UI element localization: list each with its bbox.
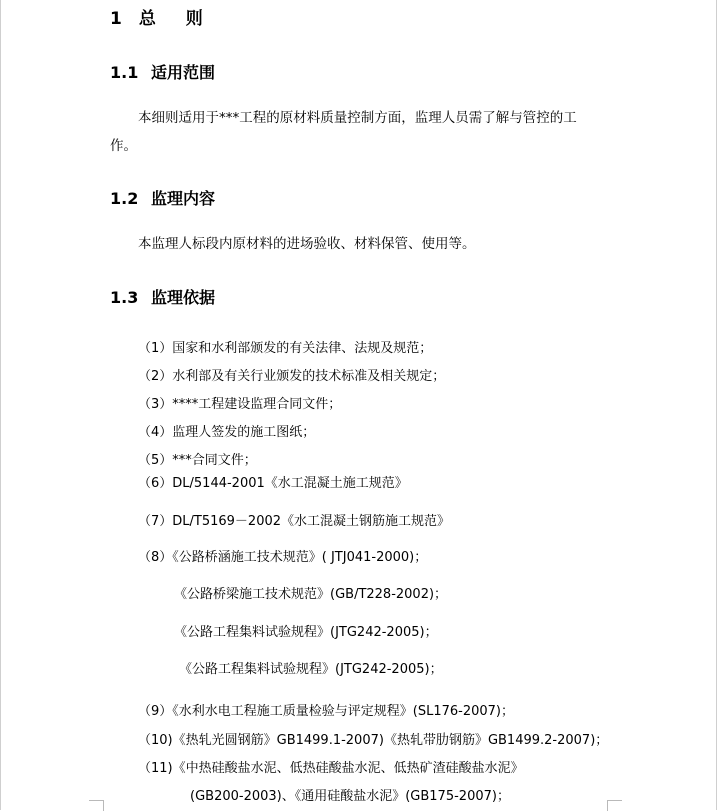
basis-item-4: （4）监理人签发的施工图纸； — [138, 425, 316, 440]
crop-mark-bottom-left — [89, 800, 104, 811]
crop-mark-bottom-right — [607, 800, 622, 811]
chapter-title: 总 则 — [138, 9, 215, 29]
basis-item-8: （8）《公路桥涵施工技术规范》( JTJ041-2000)； — [138, 550, 428, 565]
basis-item-8-sub-3: 《公路工程集料试验规程》(JTG242-2005)； — [179, 662, 443, 677]
basis-item-11-continued: (GB200-2003)、《通用硅酸盐水泥》(GB175-2007)； — [190, 789, 510, 804]
basis-item-7: （7）DL/T5169－2002《水工混凝土钢筋施工规范》 — [138, 514, 451, 529]
section-number: 1.3 — [110, 288, 139, 307]
section-number: 1.1 — [110, 63, 139, 82]
basis-item-9: （9）《水利水电工程施工质量检验与评定规程》(SL176-2007)； — [138, 704, 514, 719]
section-heading-1-1 — [110, 60, 215, 83]
section-heading-1-2 — [110, 186, 215, 209]
chapter-heading — [110, 4, 215, 29]
section-1-2-paragraph: 本监理人标段内原材料的进场验收、材料保管、使用等。 — [138, 236, 476, 252]
section-1-1-paragraph-line-2: 作。 — [110, 138, 137, 154]
section-title: 监理内容 — [151, 189, 216, 208]
chapter-number: 1 — [110, 9, 123, 29]
basis-item-8-sub-1: 《公路桥梁施工技术规范》(GB/T228-2002)； — [174, 587, 448, 602]
section-1-1-paragraph-line-1: 本细则适用于***工程的原材料质量控制方面，监理人员需了解与管控的工 — [138, 110, 577, 126]
section-heading-1-3 — [110, 285, 215, 308]
basis-item-11: （11)《中热硅酸盐水泥、低热硅酸盐水泥、低热矿渣硅酸盐水泥》 — [138, 761, 524, 776]
basis-item-1: （1）国家和水利部颁发的有关法律、法规及规范； — [138, 341, 433, 356]
section-title: 适用范围 — [151, 63, 216, 82]
basis-item-5: （5）***合同文件； — [138, 453, 257, 468]
basis-item-3: （3）****工程建设监理合同文件； — [138, 397, 342, 412]
basis-item-2: （2）水利部及有关行业颁发的技术标准及相关规定； — [138, 369, 446, 384]
section-title: 监理依据 — [151, 288, 216, 307]
basis-item-8-sub-2: 《公路工程集料试验规程》(JTG242-2005)； — [174, 625, 438, 640]
basis-item-6: （6）DL/5144-2001《水工混凝土施工规范》 — [138, 476, 408, 491]
basis-item-10: （10)《热轧光圆钢筋》GB1499.1-2007)《热轧带肋钢筋》GB1499.2-2007)； — [138, 733, 609, 748]
section-number: 1.2 — [110, 189, 139, 208]
